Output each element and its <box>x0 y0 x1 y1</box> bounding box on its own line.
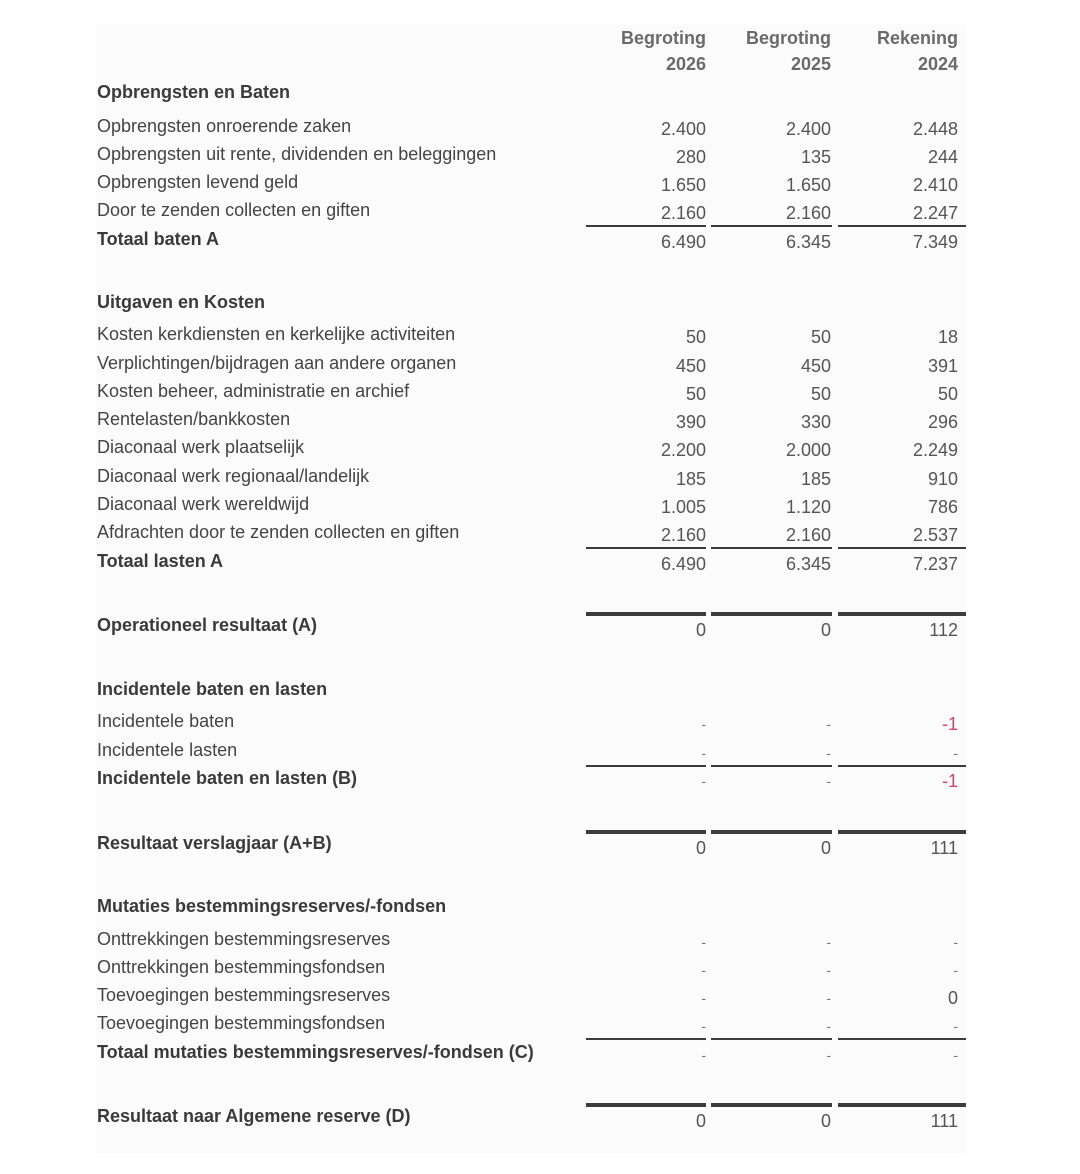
cell-2026: - <box>701 1018 706 1034</box>
row-label: Resultaat naar Algemene reserve (D) <box>97 1106 411 1126</box>
budget-statement <box>95 25 966 1153</box>
cell-2024: -1 <box>941 771 958 791</box>
column-header-line1: Begroting <box>621 28 706 48</box>
section-heading-opbrengsten <box>95 81 966 109</box>
row-label: Opbrengsten levend geld <box>97 172 299 192</box>
table-row <box>95 115 966 143</box>
subtotal-rule <box>711 225 832 227</box>
column-header-line2: 2024 <box>917 54 958 74</box>
cell-2024: 2.247 <box>912 203 958 223</box>
cell-2024: 111 <box>930 838 958 858</box>
column-header-line2: 2026 <box>665 54 706 74</box>
row-label: Resultaat verslagjaar (A+B) <box>97 833 332 853</box>
cell-2026: 0 <box>695 620 706 640</box>
cell-2024: 296 <box>927 412 958 432</box>
cell-2025: - <box>826 716 831 732</box>
table-row <box>95 171 966 199</box>
cell-2024: 112 <box>929 620 958 640</box>
cell-2025: 6.345 <box>785 554 831 574</box>
table-row <box>95 928 966 956</box>
cell-2025: 50 <box>810 384 831 404</box>
row-label: Operationeel resultaat (A) <box>97 615 318 635</box>
row-label: Toevoegingen bestemmingsfondsen <box>97 1013 386 1033</box>
cell-2025: 2.160 <box>785 203 831 223</box>
cell-2024: 7.349 <box>912 232 958 252</box>
cell-2024: - <box>953 962 958 978</box>
table-row <box>95 1012 966 1040</box>
table-row <box>95 352 966 380</box>
table-row <box>95 984 966 1012</box>
subtotal-rule <box>838 225 966 227</box>
column-header-line1: Begroting <box>746 28 831 48</box>
cell-2025: 6.345 <box>785 232 831 252</box>
table-row <box>95 739 966 767</box>
cell-2026: 0 <box>695 1111 706 1131</box>
cell-2026: 450 <box>675 356 706 376</box>
column-header-line1: Rekening <box>876 28 958 48</box>
cell-2024: 2.249 <box>912 440 958 460</box>
table-row <box>95 323 966 351</box>
result-row-verslagjaar <box>95 832 966 860</box>
cell-2026: 185 <box>675 469 706 489</box>
table-row <box>95 465 966 493</box>
cell-2026: - <box>701 773 706 789</box>
total-row <box>95 550 966 578</box>
subtotal-rule <box>838 547 966 549</box>
cell-2025: 330 <box>800 412 831 432</box>
section-title: Incidentele baten en lasten <box>97 679 328 699</box>
row-label: Diaconaal werk plaatselijk <box>97 437 305 457</box>
cell-2025: 0 <box>820 838 831 858</box>
section-heading-uitgaven <box>95 291 966 319</box>
row-label: Diaconaal werk regionaal/landelijk <box>97 466 370 486</box>
total-row <box>95 767 966 795</box>
row-label: Onttrekkingen bestemmingsreserves <box>97 929 391 949</box>
cell-2026: 1.005 <box>660 497 706 517</box>
cell-2024: 111 <box>930 1111 958 1131</box>
cell-2025: 135 <box>800 147 831 167</box>
cell-2025: - <box>826 962 831 978</box>
cell-2026: 50 <box>685 384 706 404</box>
row-label: Verplichtingen/bijdragen aan andere organen <box>97 353 457 373</box>
cell-2025: 2.000 <box>785 440 831 460</box>
row-label: Afdrachten door te zenden collecten en giften <box>97 522 460 542</box>
row-label: Totaal baten A <box>97 229 220 249</box>
cell-2025: - <box>826 745 831 761</box>
subtotal-rule <box>838 1038 966 1040</box>
column-header-begroting-2025 <box>711 25 831 77</box>
subtotal-rule <box>586 225 706 227</box>
cell-2025: - <box>826 773 831 789</box>
cell-2024: 7.237 <box>912 554 958 574</box>
cell-2025: - <box>826 1047 831 1063</box>
cell-2026: - <box>701 745 706 761</box>
cell-2025: 185 <box>800 469 831 489</box>
table-row <box>95 199 966 227</box>
cell-2024: - <box>953 1047 958 1063</box>
cell-2026: - <box>701 962 706 978</box>
cell-2026: 280 <box>675 147 706 167</box>
column-header-begroting-2026 <box>586 25 706 77</box>
cell-2025: - <box>826 990 831 1006</box>
cell-2024: 244 <box>927 147 958 167</box>
subtotal-rule <box>711 1038 832 1040</box>
cell-2026: 2.160 <box>660 203 706 223</box>
cell-2024: - <box>953 934 958 950</box>
cell-2024: 0 <box>947 988 958 1008</box>
row-label: Rentelasten/bankkosten <box>97 409 291 429</box>
subtotal-rule <box>586 547 706 549</box>
table-row <box>95 143 966 171</box>
cell-2026: - <box>701 716 706 732</box>
row-label: Onttrekkingen bestemmingsfondsen <box>97 957 386 977</box>
cell-2024: 2.537 <box>912 525 958 545</box>
section-heading-incidenteel <box>95 678 966 706</box>
cell-2025: 2.400 <box>785 119 831 139</box>
cell-2025: - <box>826 1018 831 1034</box>
table-row <box>95 710 966 738</box>
total-row <box>95 228 966 256</box>
cell-2025: 0 <box>820 1111 831 1131</box>
cell-2026: - <box>701 990 706 1006</box>
section-title: Uitgaven en Kosten <box>97 292 266 312</box>
cell-2026: 1.650 <box>660 175 706 195</box>
cell-2026: - <box>701 934 706 950</box>
cell-2025: 0 <box>820 620 831 640</box>
row-label: Door te zenden collecten en giften <box>97 200 371 220</box>
row-label: Opbrengsten uit rente, dividenden en beleggingen <box>97 144 497 164</box>
section-heading-mutaties <box>95 895 966 923</box>
section-title: Mutaties bestemmingsreserves/-fondsen <box>97 896 447 916</box>
result-row-algemene-reserve <box>95 1105 966 1133</box>
cell-2024: 18 <box>937 327 958 347</box>
cell-2026: 6.490 <box>660 232 706 252</box>
cell-2026: - <box>701 1047 706 1063</box>
cell-2025: 450 <box>800 356 831 376</box>
row-label: Kosten beheer, administratie en archief <box>97 381 410 401</box>
row-label: Toevoegingen bestemmingsreserves <box>97 985 391 1005</box>
row-label: Totaal lasten A <box>97 551 224 571</box>
cell-2026: 2.160 <box>660 525 706 545</box>
cell-2025: 2.160 <box>785 525 831 545</box>
cell-2024: 50 <box>937 384 958 404</box>
table-row <box>95 408 966 436</box>
column-header-line2: 2025 <box>790 54 831 74</box>
cell-2026: 0 <box>695 838 706 858</box>
cell-2024: 910 <box>927 469 958 489</box>
row-label: Diaconaal werk wereldwijd <box>97 494 310 514</box>
cell-2024: 786 <box>927 497 958 517</box>
row-label: Opbrengsten onroerende zaken <box>97 116 352 136</box>
cell-2024: - <box>953 745 958 761</box>
subtotal-rule <box>586 1038 706 1040</box>
total-row <box>95 1041 966 1069</box>
row-label: Kosten kerkdiensten en kerkelijke activiteiten <box>97 324 456 344</box>
table-row <box>95 380 966 408</box>
cell-2025: 1.120 <box>785 497 831 517</box>
cell-2026: 50 <box>685 327 706 347</box>
column-header-rekening-2024 <box>838 25 958 77</box>
cell-2026: 390 <box>675 412 706 432</box>
cell-2024: 391 <box>927 356 958 376</box>
cell-2024: - <box>953 1018 958 1034</box>
table-row <box>95 521 966 549</box>
cell-2026: 2.200 <box>660 440 706 460</box>
table-row <box>95 493 966 521</box>
cell-2024: -1 <box>941 714 958 734</box>
cell-2025: 50 <box>810 327 831 347</box>
table-row <box>95 956 966 984</box>
row-label: Totaal mutaties bestemmingsreserves/-fondsen (C) <box>97 1042 534 1062</box>
cell-2024: 2.410 <box>912 175 958 195</box>
cell-2024: 2.448 <box>912 119 958 139</box>
cell-2025: 1.650 <box>785 175 831 195</box>
cell-2026: 2.400 <box>660 119 706 139</box>
row-label: Incidentele baten <box>97 711 235 731</box>
section-title: Opbrengsten en Baten <box>97 82 291 102</box>
row-label: Incidentele lasten <box>97 740 238 760</box>
row-label: Incidentele baten en lasten (B) <box>97 768 358 788</box>
subtotal-rule <box>711 547 832 549</box>
table-row <box>95 436 966 464</box>
result-row-operationeel <box>95 614 966 642</box>
cell-2025: - <box>826 934 831 950</box>
cell-2026: 6.490 <box>660 554 706 574</box>
